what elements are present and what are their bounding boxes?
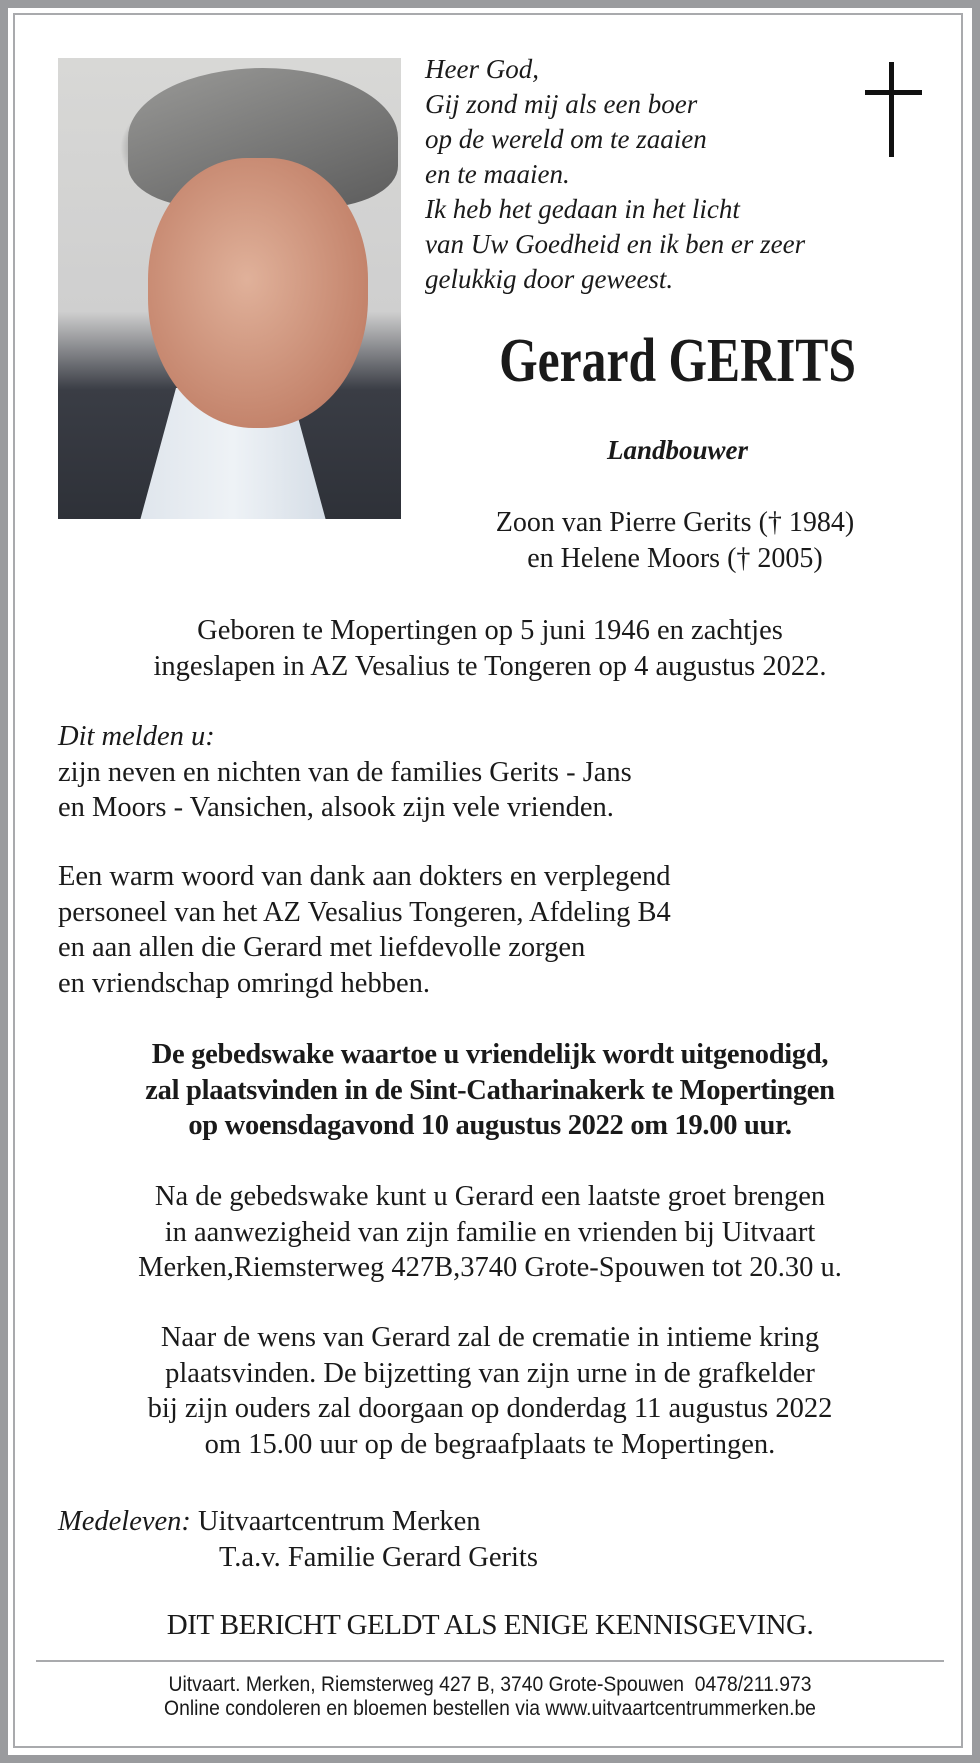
text-line: De gebedswake waartoe u vriendelijk wordt uitgenodigd, bbox=[151, 1039, 829, 1070]
cross-icon-bar bbox=[865, 90, 922, 95]
notice: DIT BERICHT GELDT ALS ENIGE KENNISGEVING. bbox=[166, 1609, 814, 1641]
text-line: T.a.v. Familie Gerard Gerits bbox=[219, 1541, 538, 1573]
text-line: Uitvaartcentrum Merken bbox=[198, 1506, 481, 1537]
text-line: in aanwezigheid van zijn familie en vrienden bij Uitvaart bbox=[164, 1216, 816, 1248]
poem-line: Ik heb het gedaan in het licht bbox=[425, 194, 740, 224]
poem-line: en te maaien. bbox=[425, 159, 570, 189]
parents-line: en Helene Moors († 2005) bbox=[527, 543, 823, 574]
text-line: personeel van het AZ Vesalius Tongeren, Afdeling B4 bbox=[58, 896, 671, 928]
text-line: Merken,Riemsterweg 427B,3740 Grote-Spouwen tot 20.30 u. bbox=[138, 1252, 842, 1283]
vigil-info bbox=[40, 1037, 940, 1144]
text-line: en vriendschap omringd hebben. bbox=[58, 967, 430, 999]
text-line: plaatsvinden. De bijzetting van zijn urne in de grafkelder bbox=[165, 1357, 815, 1389]
text-line: Geboren te Mopertingen op 5 juni 1946 en zachtjes bbox=[197, 615, 783, 646]
photo-face bbox=[148, 158, 368, 428]
deceased-name: Gerard GERITS bbox=[499, 327, 856, 395]
poem-line: Heer God, bbox=[425, 54, 539, 84]
poem-line: Gij zond mij als een boer bbox=[425, 89, 698, 119]
footer-website[interactable]: Online condoleren en bloemen bestellen via www.uitvaartcentrummerken.be bbox=[164, 1697, 816, 1720]
cross-icon bbox=[889, 62, 894, 157]
birth-death-info bbox=[40, 613, 940, 684]
portrait-photo bbox=[58, 58, 401, 519]
text-line: Een warm woord van dank aan dokters en verplegend bbox=[58, 861, 671, 892]
text-line: bij zijn ouders zal doorgaan op donderdag 11 augustus 2022 bbox=[147, 1393, 833, 1424]
text-line: Naar de wens van Gerard zal de crematie in intieme kring bbox=[160, 1322, 820, 1353]
text-line: zal plaatsvinden in de Sint-Catharinakerk te Mopertingen bbox=[145, 1074, 835, 1106]
text-line: ingeslapen in AZ Vesalius te Tongeren op 4 augustus 2022. bbox=[153, 650, 827, 682]
condolences-label: Medeleven: bbox=[58, 1506, 191, 1537]
divider bbox=[36, 1660, 944, 1662]
poem-line: op de wereld om te zaaien bbox=[425, 124, 707, 154]
poem-line: van Uw Goedheid en ik ben er zeer bbox=[425, 229, 806, 259]
announced-by bbox=[58, 719, 632, 826]
text-line: op woensdagavond 10 augustus 2022 om 19.00 uur. bbox=[188, 1110, 792, 1141]
text-line: om 15.00 uur op de begraafplaats te Mopertingen. bbox=[204, 1428, 776, 1460]
text-line: en aan allen die Gerard met liefdevolle zorgen bbox=[58, 932, 586, 963]
text-line: Na de gebedswake kunt u Gerard een laatste groet brengen bbox=[154, 1181, 826, 1212]
occupation: Landbouwer bbox=[606, 435, 749, 465]
cremation-info bbox=[40, 1320, 940, 1462]
text-line: zijn neven en nichten van de families Gerits - Jans bbox=[58, 756, 632, 788]
parents-line: Zoon van Pierre Gerits († 1984) bbox=[495, 507, 855, 538]
condolences bbox=[58, 1504, 538, 1575]
announced-by-label: Dit melden u: bbox=[58, 721, 215, 752]
parents bbox=[430, 505, 920, 577]
footer-address: Uitvaart. Merken, Riemsterweg 427 B, 3740 Grote-Spouwen 0478/211.973 bbox=[168, 1673, 812, 1696]
footer bbox=[76, 1673, 904, 1721]
poem-line: gelukkig door geweest. bbox=[425, 264, 674, 294]
text-line: en Moors - Vansichen, alsook zijn vele vrienden. bbox=[58, 792, 614, 823]
thanks bbox=[58, 859, 671, 1001]
poem bbox=[425, 52, 805, 297]
farewell-info bbox=[40, 1179, 940, 1286]
